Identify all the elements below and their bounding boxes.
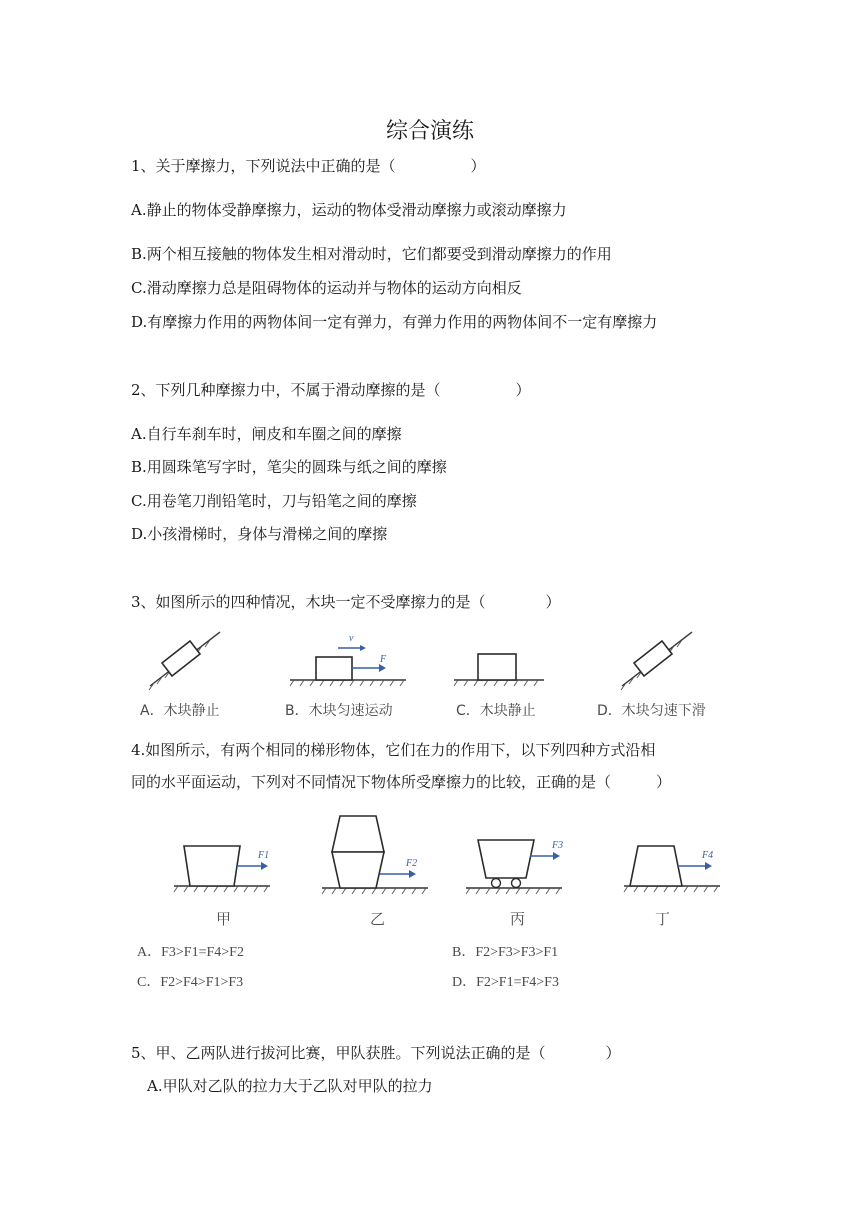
q4-option-a: A．F3>F1=F4>F2 [137,945,244,960]
q5-option-a: A.甲队对乙队的拉力大于乙队对甲队的拉力 [147,1077,433,1095]
q4-caption-ding: 丁 [655,910,671,928]
q4-stem-line1: 4.如图所示，有两个相同的梯形物体，它们在力的作用下，以下列四种方式沿相 [131,741,656,759]
q3-caption-d: D．木块匀速下滑 [597,703,706,719]
q1-option-b: B.两个相互接触的物体发生相对滑动时，它们都要受到滑动摩擦力的作用 [131,245,612,263]
q4-force-label-f1: F1 [258,850,270,861]
q3-caption-c: C．木块静止 [456,703,536,719]
q3-figure-a [140,626,260,692]
q4-figure-jia [170,838,280,896]
q4-caption-bing: 丙 [510,910,526,928]
q4-option-d: D．F2>F1=F4>F3 [452,975,559,990]
q4-figure-bing [462,834,582,896]
q3-caption-a: A．木块静止 [140,703,220,719]
q3-figure-d [612,626,732,692]
q1-option-a: A.静止的物体受静摩擦力，运动的物体受滑动摩擦力或滚动摩擦力 [131,201,567,219]
q3-stem: 3、如图所示的四种情况，木块一定不受摩擦力的是（ ） [131,593,561,611]
q4-force-label-f3: F3 [552,840,564,851]
q3-velocity-label: v [349,633,354,644]
q2-stem: 2、下列几种摩擦力中，不属于滑动摩擦的是（ ） [131,381,531,399]
q2-option-b: B.用圆珠笔写字时，笔尖的圆珠与纸之间的摩擦 [131,458,447,476]
q4-figure-yi [318,812,438,896]
q4-stem-line2: 同的水平面运动，下列对不同情况下物体所受摩擦力的比较，正确的是（ ） [131,773,672,791]
q4-caption-jia: 甲 [216,910,232,928]
q2-option-a: A.自行车刹车时，闸皮和车圈之间的摩擦 [131,425,402,443]
q1-stem: 1、关于摩擦力，下列说法中正确的是（ ） [131,157,486,175]
q4-force-label-f2: F2 [406,858,418,869]
q3-caption-b: B．木块匀速运动 [285,703,393,719]
q1-option-d: D.有摩擦力作用的两物体间一定有弹力，有弹力作用的两物体间不一定有摩擦力 [131,313,658,331]
q3-force-label: F [380,654,387,665]
q5-stem: 5、甲、乙两队进行拔河比赛，甲队获胜。下列说法正确的是（ ） [131,1044,621,1062]
q3-figure-c [450,628,550,688]
q2-option-c: C.用卷笔刀削铅笔时，刀与铅笔之间的摩擦 [131,492,417,510]
q4-caption-yi: 乙 [370,910,386,928]
q4-force-label-f4: F4 [702,850,714,861]
q1-option-c: C.滑动摩擦力总是阻碍物体的运动并与物体的运动方向相反 [131,279,522,297]
q2-option-d: D.小孩滑梯时，身体与滑梯之间的摩擦 [131,525,388,543]
page-title: 综合演练 [385,119,474,144]
q4-option-c: C．F2>F4>F1>F3 [137,975,244,990]
q3-figure-b [286,628,416,688]
q4-option-b: B．F2>F3>F3>F1 [452,945,559,960]
q4-figure-ding [620,838,730,896]
